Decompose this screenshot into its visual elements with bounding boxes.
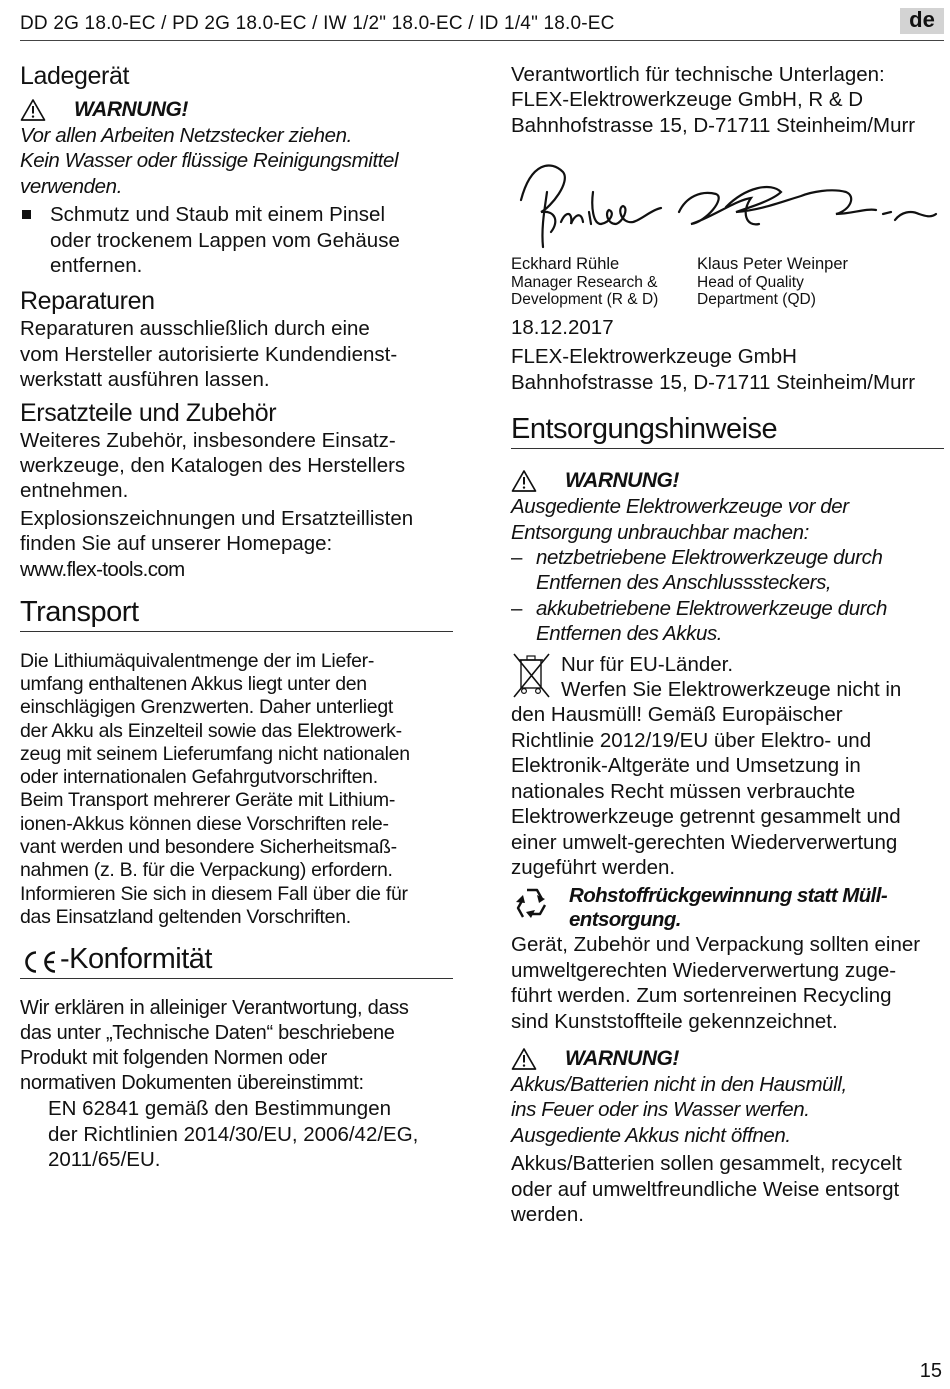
text-line: Kein Wasser oder flüssige Reinigungsmittel [20,149,399,173]
text-line: Verantwortlich für technische Unterlagen: [511,63,885,86]
signatory-2 [697,256,848,309]
recycle-row [511,884,944,932]
signatory-role: Head of Quality [697,273,804,291]
signatory-role: Department (QD) [697,291,816,308]
warning-label: WARNUNG! [565,1046,679,1070]
text-line: Bahnhofstrasse 15, D-71711 Steinheim/Murr [511,370,916,394]
text-line: Vor allen Arbeiten Netzstecker ziehen. [20,124,352,147]
warning-text [511,494,944,545]
heading-ladegeraet: Ladegerät [20,62,129,90]
text-line: Die Lithiumäquivalentmenge der im Liefer- [20,649,375,672]
reparaturen-text [20,316,453,392]
text-line: Elektronik-Altgeräte und Umsetzung in [511,754,861,778]
text-line: normativen Dokumenten übereinstimmt: [20,1072,364,1095]
weee-row [511,652,944,703]
text-line: umweltgerechten Wiederverwertung zuge- [511,958,897,982]
konformitaet-standards [20,1096,453,1172]
text-line: sind Kunststoffteile gekennzeichnet. [511,1009,838,1033]
text-line: das Einsatzland geltenden Vorschriften. [20,905,351,928]
text-line: werkzeuge, den Katalogen des Herstellers [20,454,406,478]
dash-text [536,596,887,647]
ce-mark-icon [20,949,58,975]
warning-triangle-icon [511,1047,537,1071]
text-line: Akkus/Batterien sollen gesammelt, recycelt [511,1152,902,1176]
text-line: Richtlinie 2012/19/EU über Elektro- und [511,728,872,752]
signatory-role: Development (R & D) [511,291,659,308]
text-line: der Akku als Einzelteil sowie das Elektrowerk- [20,719,402,742]
text-line: Nur für EU-Länder. [561,652,734,676]
warning-triangle-icon [20,98,46,122]
text-line: nationales Recht müssen verbrauchte [511,779,856,803]
text-line: akkubetriebene Elektrowerkzeuge durch [536,596,887,620]
text-line: nahmen (z. B. für die Verpackung) erfordern. [20,859,393,882]
warning-row [511,468,944,494]
left-column [20,62,453,1172]
text-line: oder internationalen Gefahrgutvorschriften. [20,766,378,789]
text-line: oder auf umweltfreundliche Weise entsorgt [511,1177,900,1201]
signature-block [511,62,944,312]
signatory-name: Klaus Peter Weinper [697,255,849,273]
weee-text [561,652,901,703]
text-line: Produkt mit folgenden Normen oder [20,1047,327,1070]
text-line: zugeführt werden. [511,855,676,879]
crossed-bin-icon [511,652,553,700]
text-line: das unter „Technische Daten“ beschriebene [20,1022,395,1045]
text-line: FLEX-Elektrowerkzeuge GmbH [511,345,797,369]
section-reparaturen [20,287,453,392]
text-line: Elektrowerkzeuge getrennt gesammelt und [511,805,901,829]
text-line: Reparaturen ausschließlich durch eine [20,317,370,341]
warning-triangle-icon [511,469,537,493]
heading-ersatzteile: Ersatzteile und Zubehör [20,398,277,427]
text-line: Rohstoffrückgewinnung statt Müll- [569,884,888,908]
text-line: werden. [511,1202,584,1226]
text-line: entnehmen. [20,479,129,503]
signatory-role: Manager Research & [511,273,658,291]
homepage-link[interactable]: www.flex-tools.com [20,557,185,581]
heading-transport: Transport [20,596,453,632]
section-konformitaet [20,943,453,1172]
recycle-icon [511,884,553,926]
responsible-text [511,62,944,138]
signatory-name: Eckhard Rühle [511,255,620,273]
text-line: Werfen Sie Elektrowerkzeuge nicht in [561,678,902,702]
text-line: oder trockenem Lappen vom Gehäuse [50,228,400,252]
section-ladegeraet [20,62,453,278]
text-line: ionen-Akkus können diese Vorschriften rele- [20,812,389,835]
text-line: einer umwelt-gerechten Wiederverwertung [511,830,898,854]
page-number: 15 [919,1360,942,1382]
text-line: EN 62841 gemäß den Bestimmungen [48,1097,392,1121]
text-line: umfang enthaltenen Akkus liegt unter den [20,672,367,695]
konformitaet-text [20,996,453,1096]
text-line: ins Feuer oder ins Wasser werfen. [511,1098,810,1122]
dash-marker: – [511,546,523,570]
section-entsorgung [511,413,944,1227]
warning-row [20,97,453,123]
header-title: DD 2G 18.0-EC / PD 2G 18.0-EC / IW 1/2" 18.0-EC / ID 1/4" 18.0-EC [20,13,615,34]
text-line: entfernen. [50,254,143,278]
text-line: Bahnhofstrasse 15, D-71711 Steinheim/Murr [511,113,916,137]
battery-disposal-text [511,1151,944,1227]
signatory-1 [511,256,658,309]
signature-image [511,152,944,252]
text-line: finden Sie auf unserer Homepage: [20,532,333,556]
text-line: Entfernen des Anschlusssteckers, [536,571,832,595]
text-line: Ausgediente Elektrowerkzeuge vor der [511,495,849,519]
text-line: Entsorgung unbrauchbar machen: [511,520,809,544]
heading-text: -Konformität [60,943,212,976]
text-line: verwenden. [20,174,122,198]
warning-text [511,1072,944,1148]
recycle-text [511,932,944,1034]
section-transport [20,596,453,930]
text-line: vant werden und besondere Sicherheitsmaß- [20,836,397,859]
text-line: zeug mit seinem Lieferumfang nicht nationalen [20,742,410,765]
dash-item [511,596,944,647]
text-line: 2011/65/EU. [48,1148,161,1172]
text-line: Akkus/Batterien nicht in den Hausmüll, [511,1072,847,1096]
section-ersatzteile [20,399,453,582]
warning-row [511,1046,944,1072]
date-text: 18.12.2017 [511,316,614,339]
warning-text [20,123,453,199]
text-line: einschlägigen Grenzwerten. Daher unterliegt [20,696,393,719]
heading-konformitaet [20,943,453,979]
text-line: Wir erklären in alleiniger Verantwortung, dass [20,997,409,1020]
text-line: Weiteres Zubehör, insbesondere Einsatz- [20,428,396,452]
dash-marker: – [511,596,523,620]
warning-label: WARNUNG! [74,98,188,121]
bullet-text [50,202,400,278]
text-line: den Hausmüll! Gemäß Europäischer [511,703,843,727]
right-column [511,62,944,1227]
bullet-item [20,202,453,278]
ersatzteile-text [20,428,453,504]
transport-text [20,650,453,930]
text-line: führt werden. Zum sortenreinen Recycling [511,984,892,1008]
weee-continued-text [511,702,944,880]
heading-entsorgung: Entsorgungshinweise [511,413,944,449]
text-line: Beim Transport mehrerer Geräte mit Lithium- [20,789,396,812]
text-line: entsorgung. [569,908,681,932]
date-and-company [511,315,944,395]
text-line: Ausgediente Akkus nicht öffnen. [511,1123,791,1147]
text-line: vom Hersteller autorisierte Kundendienst- [20,342,398,366]
language-badge: de [900,8,944,34]
dash-text [536,545,882,596]
text-line: netzbetriebene Elektrowerkzeuge durch [536,546,883,570]
text-line: der Richtlinien 2014/30/EU, 2006/42/EG, [48,1122,419,1146]
text-line: Gerät, Zubehör und Verpackung sollten einer [511,933,921,957]
text-line: FLEX-Elektrowerkzeuge GmbH, R & D [511,88,864,112]
bullet-square-icon [22,210,31,219]
text-line: Schmutz und Staub mit einem Pinsel [50,203,385,227]
heading-reparaturen: Reparaturen [20,287,155,316]
text-line: Entfernen des Akkus. [536,622,723,646]
page-header [20,8,944,41]
text-line: Explosionszeichnungen und Ersatzteillisten [20,506,414,530]
text-line: werkstatt ausführen lassen. [20,368,270,392]
ersatzteile-homepage-text [20,506,453,557]
recycle-heading [569,884,887,932]
text-line: Informieren Sie sich in diesem Fall über die für [20,882,408,905]
warning-label: WARNUNG! [565,469,679,493]
dash-item [511,545,944,596]
